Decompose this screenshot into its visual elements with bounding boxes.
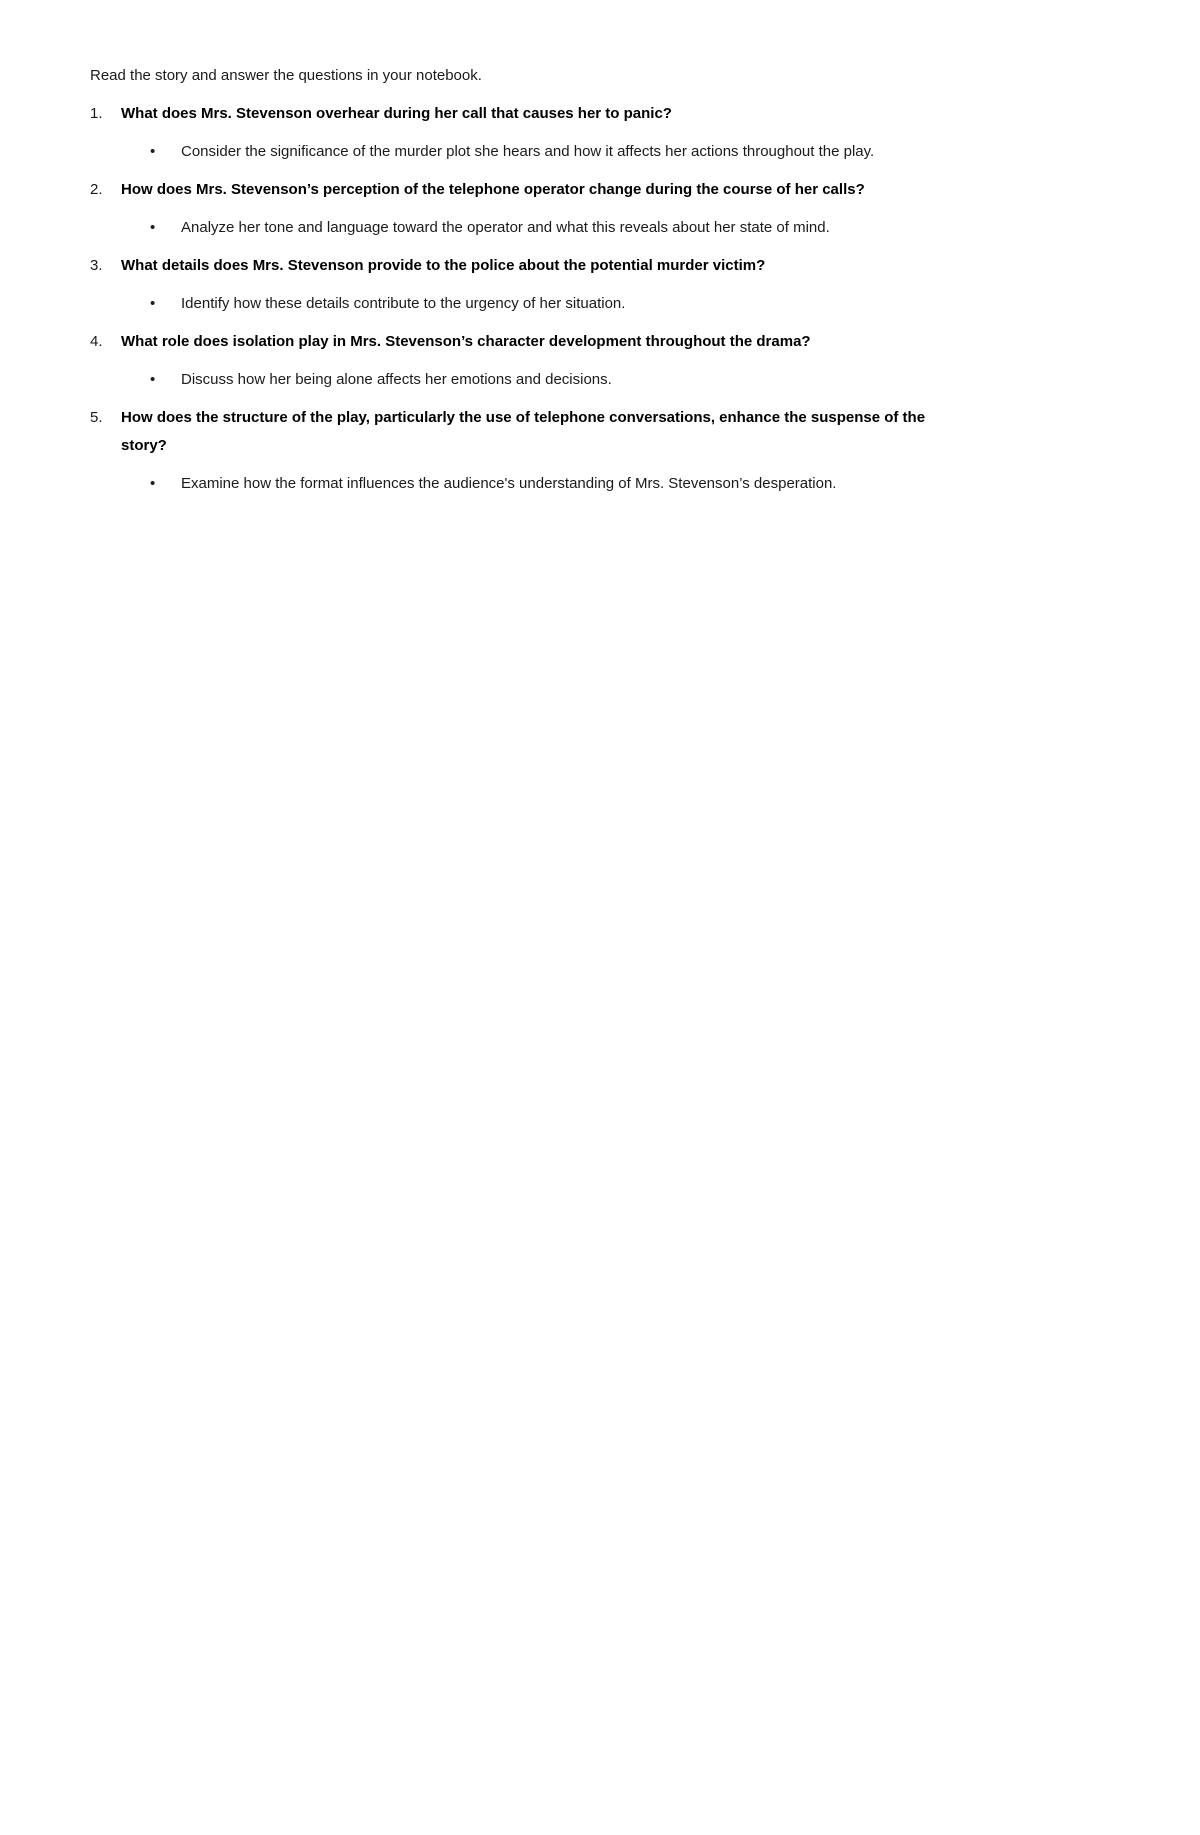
- intro-text: Read the story and answer the questions in your notebook.: [90, 67, 482, 84]
- question-number: 3.: [90, 257, 103, 274]
- question-text: How does Mrs. Stevenson’s perception of the telephone operator change during the course of her calls?: [121, 181, 865, 198]
- bullet-text: Analyze her tone and language toward the operator and what this reveals about her state of mind.: [181, 219, 830, 236]
- bullet-icon: •: [150, 219, 156, 236]
- bullet-icon: •: [150, 143, 156, 160]
- bullet-icon: •: [150, 475, 156, 492]
- question-number: 5.: [90, 409, 103, 426]
- bullet-item: [150, 470, 930, 498]
- question-text: What role does isolation play in Mrs. Stevenson’s character development throughout the drama?: [121, 333, 811, 350]
- question-number: 4.: [90, 333, 103, 350]
- document-content: [90, 62, 930, 498]
- question-item: [90, 404, 930, 460]
- question-text: How does the structure of the play, particularly the use of telephone conversations, enhance the suspense of the story?: [121, 409, 926, 454]
- bullet-text: Discuss how her being alone affects her emotions and decisions.: [181, 371, 612, 388]
- bullet-icon: •: [150, 371, 156, 388]
- bullet-item: [150, 214, 930, 242]
- question-item: [90, 328, 930, 356]
- question-item: [90, 100, 930, 128]
- bullet-text: Examine how the format influences the audience's understanding of Mrs. Stevenson’s desperation.: [181, 475, 837, 492]
- question-number: 2.: [90, 181, 103, 198]
- question-text: What details does Mrs. Stevenson provide to the police about the potential murder victim?: [121, 257, 766, 274]
- question-item: [90, 176, 930, 204]
- bullet-item: [150, 290, 930, 318]
- bullet-item: [150, 366, 930, 394]
- questions-list: [90, 100, 930, 498]
- bullet-item: [150, 138, 930, 166]
- question-number: 1.: [90, 105, 103, 122]
- question-item: [90, 252, 930, 280]
- bullet-text: Identify how these details contribute to the urgency of her situation.: [181, 295, 626, 312]
- bullet-text: Consider the significance of the murder plot she hears and how it affects her actions throughout the play.: [181, 143, 875, 160]
- bullet-icon: •: [150, 295, 156, 312]
- question-text: What does Mrs. Stevenson overhear during her call that causes her to panic?: [121, 105, 672, 122]
